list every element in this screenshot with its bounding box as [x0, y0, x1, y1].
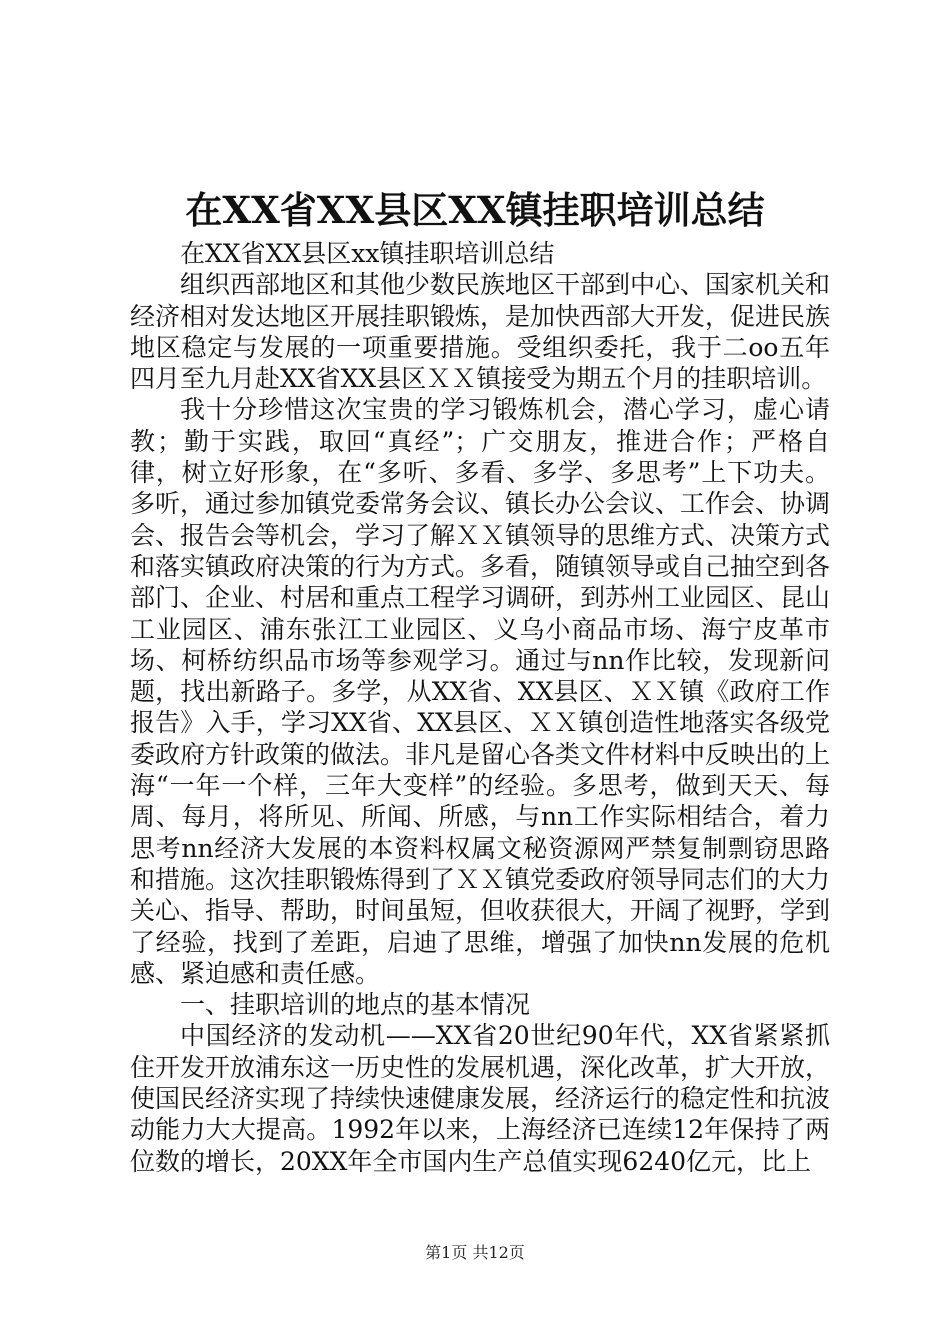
page-footer: 第1页 共12页: [425, 1243, 525, 1262]
paragraph-basic-info: 中国经济的发动机——XX省20世纪90年代，XX省紧紧抓住开发开放浦东这一历史性的发展机遇，深化改革，扩大开放，使国民经济实现了持续快速健康发展，经济运行的稳定性和抗波动能力大大提高。1992年以来，上海经济已连续12年保持了两位数的增长，20XX年全市国内生产总值实现6240亿元，比上: [130, 1021, 831, 1176]
section-heading: 一、挂职培训的地点的基本情况: [180, 990, 531, 1020]
paragraph-experience: 我十分珍惜这次宝贵的学习锻炼机会，潜心学习，虚心请教；勤于实践，取回“真经”；广交朋友，推进合作；严格自律，树立好形象，在“多听、多看、多学、多思考”上下功夫。多听，通过参加镇党委常务会议、镇长办公会议、工作会、协调会、报告会等机会，学习了解ＸＸ镇领导的思维方式、决策方式和落实镇政府决策的行为方式。多看，随镇领导或自己抽空到各部门、企业、村居和重点工程学习调研，到苏州工业园区、昆山工业园区、浦东张江工业园区、义乌小商品市场、海宁皮革市场、柯桥纺织品市场等参观学习。通过与nn作比较，发现新问题，找出新路子。多学，从XX省、XX县区、ＸＸ镇《政府工作报告》入手，学习XX省、XX县区、ＸＸ镇创造性地落实各级党委政府方针政策的做法。非凡是留心各类文件材料中反映出的上海“一年一个样，三年大变样”的经验。多思考，做到天天、每周、每月，将所见、所闻、所感，与nn工作实际相结合，着力思考nn经济大发展的本资料权属文秘资源网严禁复制剽窃思路和措施。这次挂职锻炼得到了ＸＸ镇党委政府领导同志们的大力关心、指导、帮助，时间虽短，但收获很大，开阔了视野，学到了经验，找到了差距，启迪了思维，增强了加快nn发展的危机感、紧迫感和责任感。: [130, 395, 831, 988]
document-body: [130, 238, 830, 1177]
paragraph-intro: 组织西部地区和其他少数民族地区干部到中心、国家机关和经济相对发达地区开展挂职锻炼，是加快西部大开发，促进民族地区稳定与发展的一项重要措施。受组织委托，我于二oo五年四月至九月赴XX省XX县区ＸＸ镇接受为期五个月的挂职培训。: [130, 270, 831, 394]
paragraph-subtitle: 在XX省XX县区xx镇挂职培训总结: [180, 239, 555, 268]
document-title: 在XX省XX县区XX镇挂职培训总结: [185, 188, 765, 232]
